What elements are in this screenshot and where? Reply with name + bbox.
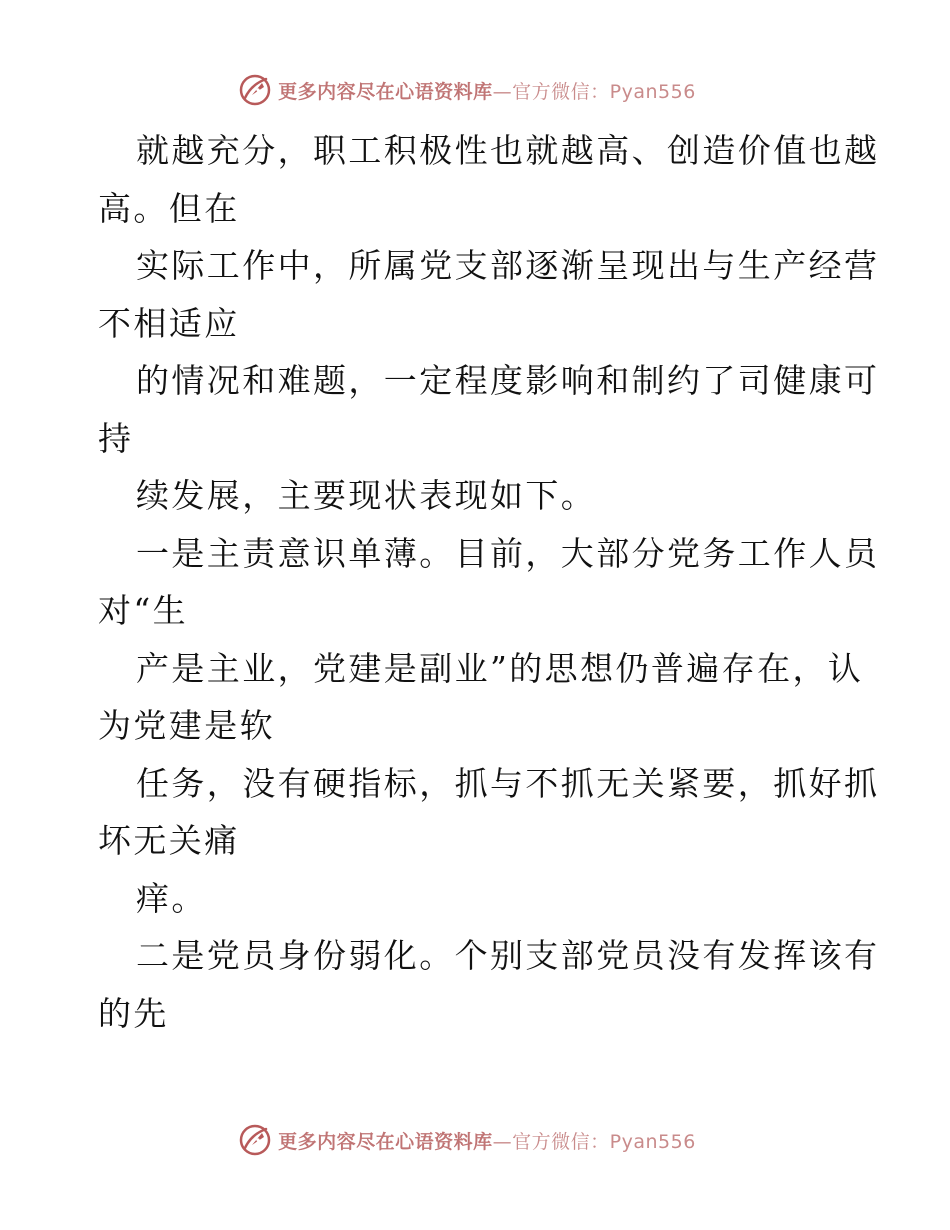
paragraph: 痒。: [136, 878, 207, 918]
paragraph: 续发展，主要现状表现如下。: [136, 476, 597, 515]
footer-banner: [0, 1120, 950, 1160]
paragraph: 一是主责意识单薄。目前，大部分党务工作人员 对“生: [98, 533, 880, 630]
banner-wechat: —官方微信：Pyan556: [492, 1130, 696, 1153]
header-banner: [0, 70, 950, 110]
paragraph: 任务，没有硬指标，抓与不抓无关紧要，抓好抓 坏无关痛: [98, 763, 880, 860]
pen-nib-logo-icon: [238, 1123, 272, 1157]
body-text: [98, 122, 880, 1042]
paragraph: 就越充分，职工积极性也就越高、创造价值也越 高。但在: [98, 131, 880, 228]
banner-site-name: 更多内容尽在心语资料库: [278, 80, 493, 103]
paragraph: 二是党员身份弱化。个别支部党员没有发挥该有 的先: [98, 936, 880, 1033]
banner-site-name: 更多内容尽在心语资料库: [278, 1130, 493, 1153]
paragraph: 产是主业，党建是副业”的思想仍普遍存在，认 为党建是软: [98, 648, 864, 745]
banner-text: [278, 77, 696, 104]
banner-wechat: —官方微信：Pyan556: [492, 80, 696, 103]
paragraph: 的情况和难题，一定程度影响和制约了司健康可 持: [98, 361, 880, 458]
banner-text: [278, 1127, 696, 1154]
pen-nib-logo-icon: [238, 73, 272, 107]
paragraph: 实际工作中，所属党支部逐渐呈现出与生产经营 不相适应: [98, 246, 880, 343]
